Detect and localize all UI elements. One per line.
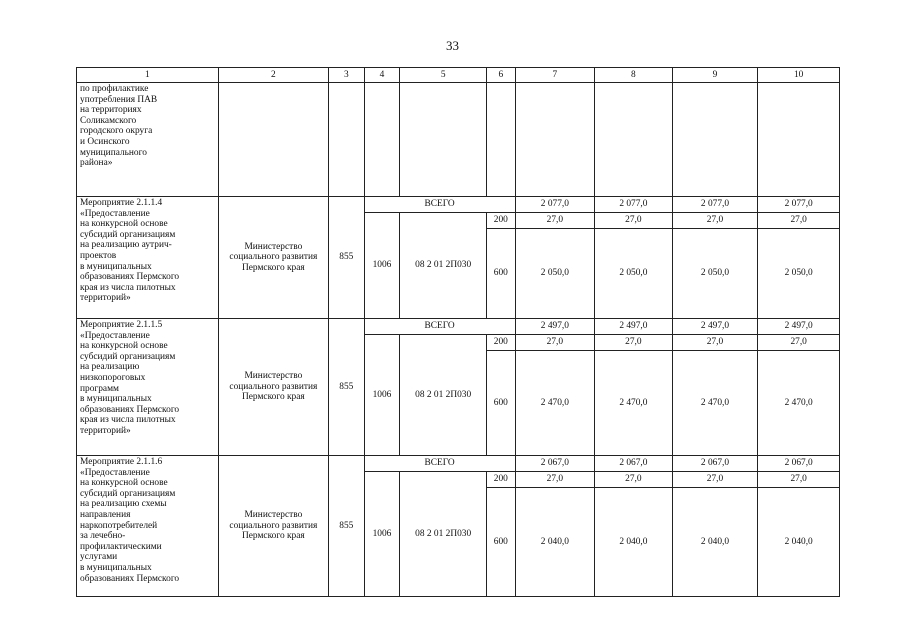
- name-line: на конкурсной основе: [80, 341, 168, 352]
- name-line: городского округа: [80, 126, 153, 137]
- column-header: 8: [595, 68, 673, 83]
- empty-cell: [328, 83, 364, 197]
- amount-cell: 2 050,0: [515, 229, 595, 319]
- rzpr-cell: 1006: [364, 472, 400, 597]
- name-line: низкопороговых: [80, 372, 146, 383]
- name-line: программ: [80, 383, 119, 394]
- name-line: в муниципальных: [80, 394, 152, 405]
- amount-cell: 27,0: [515, 472, 595, 488]
- name-line: проектов: [80, 250, 117, 261]
- amount-cell: 27,0: [758, 472, 840, 488]
- name-line: в муниципальных: [80, 261, 152, 272]
- empty-cell: [672, 83, 758, 197]
- name-line: на реализацию схемы: [80, 499, 167, 510]
- amount-cell: 2 040,0: [758, 488, 840, 597]
- name-line: направления: [80, 509, 131, 520]
- measure-name-cell: [77, 319, 219, 456]
- empty-cell: [218, 83, 328, 197]
- name-line: образованиях Пермского: [80, 272, 180, 283]
- amount-cell: 27,0: [515, 335, 595, 351]
- amount-cell: 27,0: [595, 335, 673, 351]
- total-value: 2 077,0: [515, 197, 595, 213]
- name-line: наркопотребителей: [80, 520, 158, 531]
- name-line: на конкурсной основе: [80, 478, 168, 489]
- name-line: «Предоставление: [80, 330, 150, 341]
- amount-cell: 2 050,0: [672, 229, 758, 319]
- name-line: образованиях Пермского: [80, 404, 180, 415]
- csr-cell: 08 2 01 2П030: [400, 472, 487, 597]
- vr-cell: 200: [487, 472, 516, 488]
- amount-cell: 27,0: [758, 213, 840, 229]
- name-line: территорий»: [80, 293, 131, 304]
- executor-cell: Министерство социального развития Пермского края: [218, 456, 328, 597]
- amount-cell: 2 050,0: [758, 229, 840, 319]
- continuation-row: [77, 83, 840, 197]
- column-header: 6: [487, 68, 516, 83]
- vr-cell: 600: [487, 488, 516, 597]
- name-line: «Предоставление: [80, 208, 150, 219]
- name-line: профилактическими: [80, 541, 162, 552]
- amount-cell: 2 040,0: [595, 488, 673, 597]
- name-line: субсидий организациям: [80, 351, 176, 362]
- name-line: Мероприятие 2.1.1.5: [80, 320, 163, 330]
- measure-name-cell: [77, 456, 219, 597]
- grbs-cell: 855: [328, 456, 364, 597]
- total-value: 2 497,0: [758, 319, 840, 335]
- empty-cell: [515, 83, 595, 197]
- name-line: в муниципальных: [80, 562, 152, 573]
- name-line: субсидий организациям: [80, 229, 176, 240]
- name-line: Мероприятие 2.1.1.4: [80, 198, 163, 208]
- amount-cell: 27,0: [758, 335, 840, 351]
- amount-cell: 2 050,0: [595, 229, 673, 319]
- column-header: 3: [328, 68, 364, 83]
- empty-cell: [758, 83, 840, 197]
- amount-cell: 27,0: [595, 213, 673, 229]
- total-value: 2 497,0: [672, 319, 758, 335]
- name-line: образованиях Пермского: [80, 573, 180, 584]
- amount-cell: 27,0: [515, 213, 595, 229]
- header-row: [77, 68, 840, 83]
- vr-cell: 200: [487, 335, 516, 351]
- vr-cell: 200: [487, 213, 516, 229]
- name-line: муниципального: [80, 147, 147, 158]
- column-header: 5: [400, 68, 487, 83]
- amount-cell: 2 470,0: [515, 351, 595, 456]
- total-value: 2 077,0: [758, 197, 840, 213]
- name-line: Мероприятие 2.1.1.6: [80, 457, 163, 467]
- name-line: субсидий организациям: [80, 488, 176, 499]
- measure-total-row: [77, 456, 840, 472]
- measure-total-row: [77, 197, 840, 213]
- total-value: 2 067,0: [515, 456, 595, 472]
- name-line: употребления ПАВ: [80, 94, 158, 105]
- name-line: Соликамского: [80, 115, 137, 126]
- total-value: 2 497,0: [595, 319, 673, 335]
- csr-cell: 08 2 01 2П030: [400, 213, 487, 319]
- total-value: 2 067,0: [672, 456, 758, 472]
- amount-cell: 2 470,0: [595, 351, 673, 456]
- amount-cell: 2 470,0: [672, 351, 758, 456]
- measure-name-cell: [77, 197, 219, 319]
- name-line: на конкурсной основе: [80, 219, 168, 230]
- empty-cell: [595, 83, 673, 197]
- grbs-cell: 855: [328, 197, 364, 319]
- column-header: 7: [515, 68, 595, 83]
- executor-cell: Министерство социального развития Пермского края: [218, 319, 328, 456]
- total-value: 2 077,0: [595, 197, 673, 213]
- name-line: и Осинского: [80, 136, 130, 147]
- name-line: услугами: [80, 552, 118, 563]
- amount-cell: 27,0: [672, 472, 758, 488]
- executor-cell: Министерство социального развития Пермского края: [218, 197, 328, 319]
- column-header: 4: [364, 68, 400, 83]
- vr-cell: 600: [487, 229, 516, 319]
- grbs-cell: 855: [328, 319, 364, 456]
- name-line: за лечебно-: [80, 531, 126, 542]
- csr-cell: 08 2 01 2П030: [400, 335, 487, 456]
- column-header: 1: [77, 68, 219, 83]
- column-header: 10: [758, 68, 840, 83]
- name-line: на реализацию аутрич-: [80, 240, 172, 251]
- name-line: на территориях: [80, 105, 142, 116]
- total-value: 2 497,0: [515, 319, 595, 335]
- name-line: района»: [80, 158, 113, 169]
- continuation-name-cell: [77, 83, 219, 197]
- name-line: «Предоставление: [80, 467, 150, 478]
- amount-cell: 27,0: [595, 472, 673, 488]
- empty-cell: [364, 83, 400, 197]
- amount-cell: 2 040,0: [515, 488, 595, 597]
- empty-cell: [400, 83, 487, 197]
- amount-cell: 2 040,0: [672, 488, 758, 597]
- amount-cell: 27,0: [672, 213, 758, 229]
- rzpr-cell: 1006: [364, 213, 400, 319]
- name-line: края из числа пилотных: [80, 415, 176, 426]
- vr-cell: 600: [487, 351, 516, 456]
- amount-cell: 2 470,0: [758, 351, 840, 456]
- total-value: 2 067,0: [758, 456, 840, 472]
- name-line: территорий»: [80, 425, 131, 436]
- total-value: 2 077,0: [672, 197, 758, 213]
- column-header: 2: [218, 68, 328, 83]
- name-line: на реализацию: [80, 362, 140, 373]
- name-line: края из числа пилотных: [80, 282, 176, 293]
- rzpr-cell: 1006: [364, 335, 400, 456]
- page-number: 33: [446, 38, 459, 53]
- budget-table: [76, 67, 840, 597]
- total-label: ВСЕГО: [364, 456, 515, 472]
- name-line: по профилактике: [80, 84, 149, 94]
- empty-cell: [487, 83, 516, 197]
- amount-cell: 27,0: [672, 335, 758, 351]
- total-label: ВСЕГО: [364, 319, 515, 335]
- total-value: 2 067,0: [595, 456, 673, 472]
- total-label: ВСЕГО: [364, 197, 515, 213]
- column-header: 9: [672, 68, 758, 83]
- measure-total-row: [77, 319, 840, 335]
